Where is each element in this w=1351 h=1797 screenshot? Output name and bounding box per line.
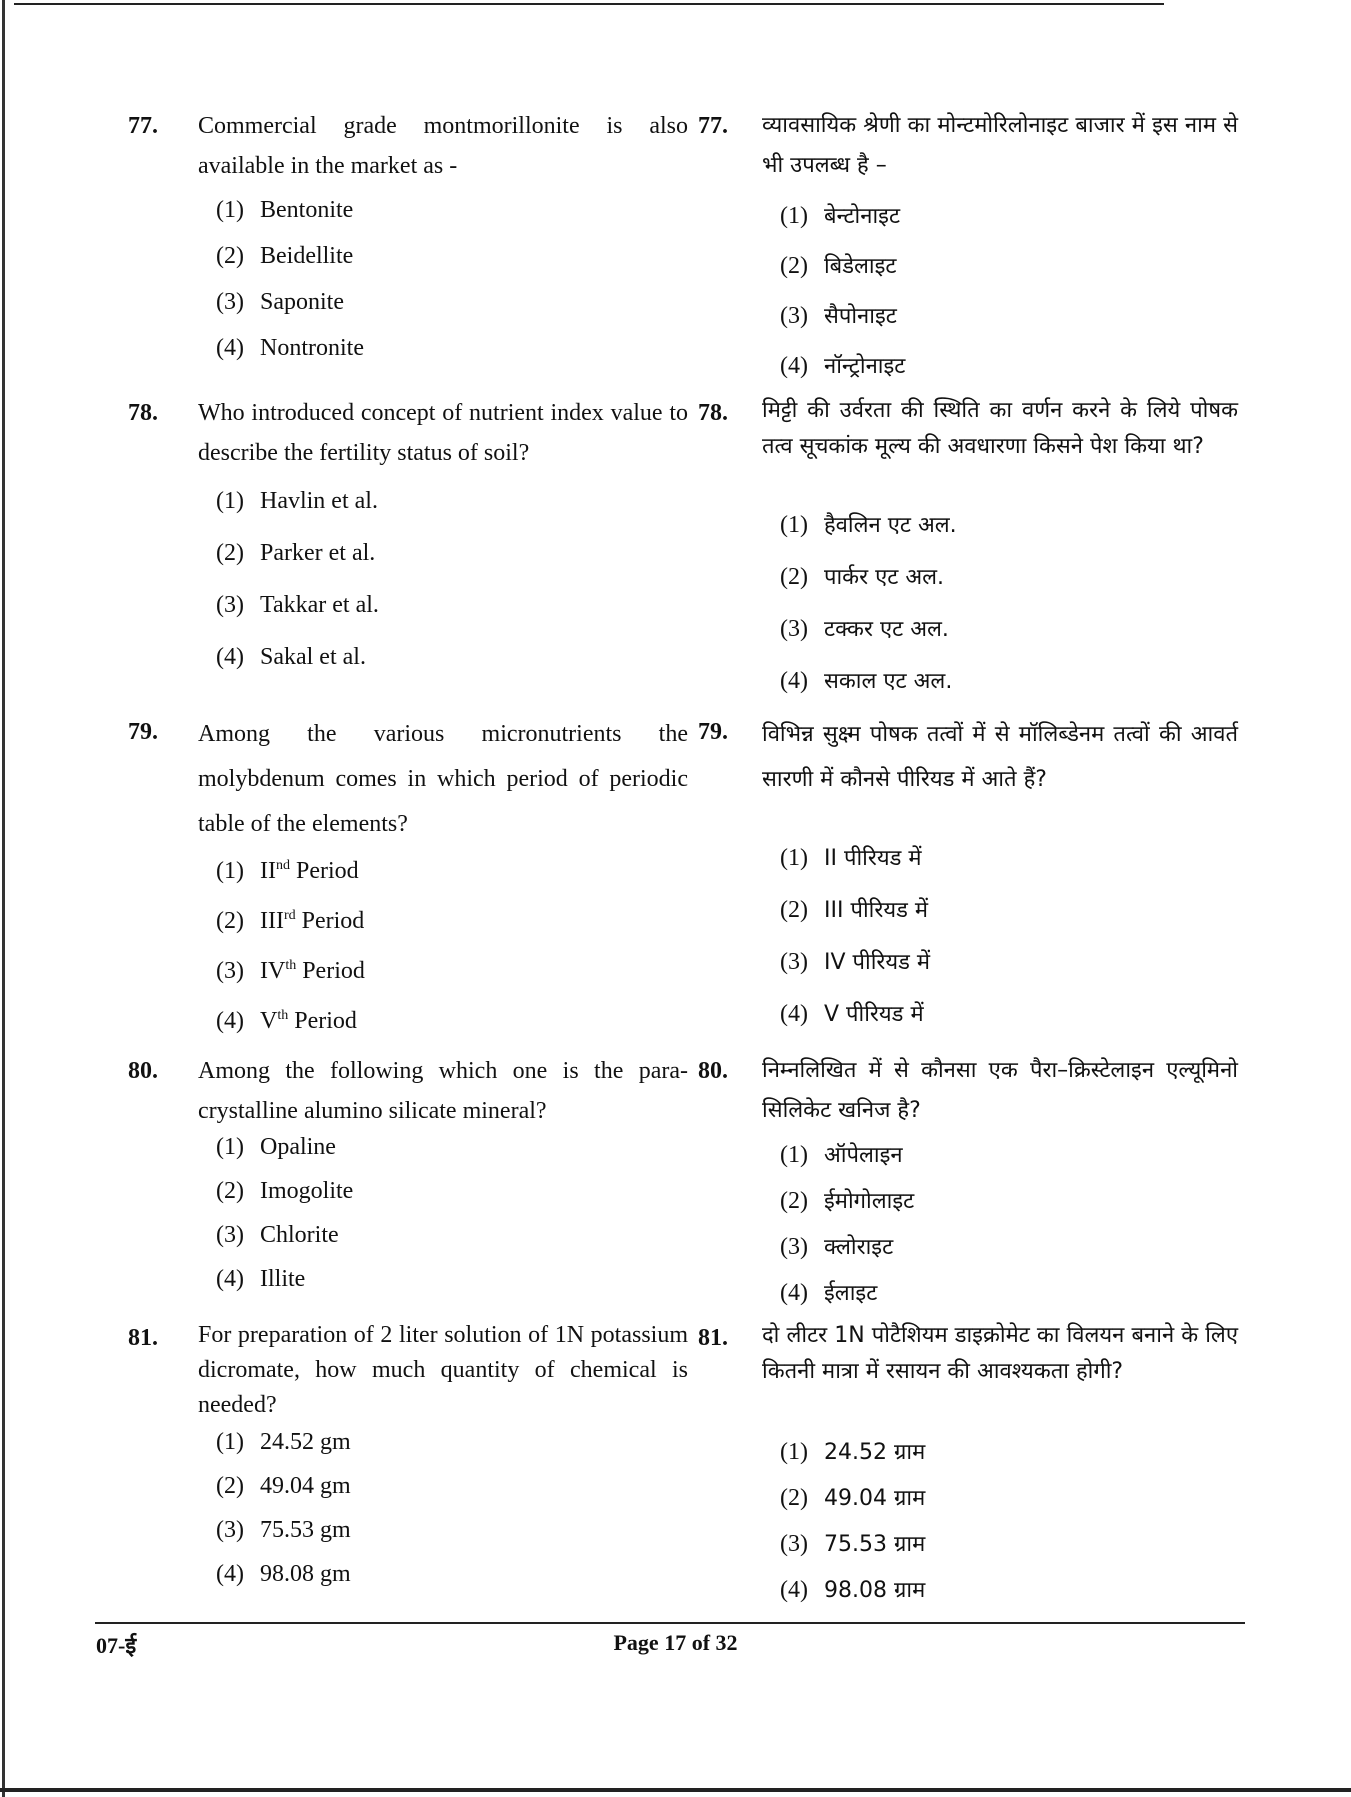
question-number: 78. — [698, 400, 728, 426]
option-4: (4) Nontronite — [216, 335, 364, 361]
footer-rule — [95, 1622, 1245, 1624]
option-4: (4) Sakal et al. — [216, 644, 366, 670]
question-number: 81. — [698, 1325, 728, 1351]
option-2: (2) पार्कर एट अल. — [780, 564, 945, 590]
option-3: (3) 75.53 gm — [216, 1517, 351, 1543]
question-text: मिट्टी की उर्वरता की स्थिति का वर्णन करने के लिये पोषक तत्व सूचकांक मूल्य की अवधारणा किसने पेश किया था? — [762, 398, 1238, 459]
option-3: (3) सैपोनाइट — [780, 303, 897, 329]
option-2: (2) 49.04 gm — [216, 1473, 351, 1499]
question-80-en — [128, 1051, 688, 1292]
option-4: (4) Illite — [216, 1266, 306, 1292]
booklet-code: 07-ई — [96, 1633, 137, 1658]
question-text: Among the various micronutrients the molybdenum comes in which period of periodic table of the elements? — [198, 721, 688, 837]
option-1: (1) Havlin et al. — [216, 488, 378, 514]
option-2: (2) Beidellite — [216, 243, 354, 269]
option-4: (4) नॉन्ट्रोनाइट — [780, 353, 906, 379]
option-4: (4) ईलाइट — [780, 1280, 878, 1306]
question-number: 77. — [698, 113, 728, 139]
question-text: Among the following which one is the para-crystalline alumino silicate mineral? — [198, 1058, 688, 1124]
question-number: 80. — [128, 1058, 158, 1084]
option-3: (3) क्लोराइट — [780, 1234, 894, 1260]
question-text: Who introduced concept of nutrient index value to describe the fertility status of soil? — [198, 400, 688, 466]
question-text: व्यावसायिक श्रेणी का मोन्टमोरिलोनाइट बाजार में इस नाम से भी उपलब्ध है – — [762, 113, 1238, 178]
option-2: (2) IIIrd Period — [216, 908, 365, 934]
question-number: 78. — [128, 400, 158, 426]
question-number: 80. — [698, 1058, 728, 1084]
bottom-rule — [0, 1788, 1351, 1792]
option-2: (2) 49.04 ग्राम — [780, 1485, 926, 1511]
question-number: 79. — [128, 719, 158, 745]
scan-edge-line — [2, 0, 5, 1797]
option-3: (3) Takkar et al. — [216, 592, 379, 618]
question-number: 77. — [128, 113, 158, 139]
question-79-en — [128, 712, 688, 1034]
option-4: (4) 98.08 gm — [216, 1561, 351, 1587]
option-1: (1) 24.52 gm — [216, 1429, 351, 1455]
question-text: निम्नलिखित में से कौनसा एक पैरा–क्रिस्टेलाइन एल्यूमिनो सिलिकेट खनिज है? — [762, 1058, 1238, 1123]
option-4: (4) V पीरियड में — [780, 1001, 924, 1027]
option-4: (4) सकाल एट अल. — [780, 668, 953, 694]
option-1: (1) बेन्टोनाइट — [780, 203, 901, 229]
option-1: (1) 24.52 ग्राम — [780, 1439, 926, 1465]
question-text: दो लीटर 1N पोटैशियम डाइक्रोमेट का विलयन बनाने के लिए कितनी मात्रा में रसायन की आवश्यकता होगी? — [762, 1323, 1238, 1384]
option-1: (1) Bentonite — [216, 197, 354, 223]
question-77-en — [128, 106, 688, 361]
question-78-en — [128, 393, 688, 670]
option-3: (3) 75.53 ग्राम — [780, 1531, 926, 1557]
option-1: (1) II पीरियड में — [780, 845, 922, 871]
question-text: Commercial grade montmorillonite is also available in the market as - — [198, 113, 688, 179]
option-2: (2) ईमोगोलाइट — [780, 1188, 915, 1214]
question-81-hi — [698, 1318, 1238, 1603]
question-number: 81. — [128, 1325, 158, 1351]
question-text: विभिन्न सुक्ष्म पोषक तत्वों में से मॉलिब्डेनम तत्वों की आवर्त सारणी में कौनसे पीरियड में आते हैं? — [762, 722, 1238, 792]
option-3: (3) IVth Period — [216, 958, 365, 984]
option-3: (3) Saponite — [216, 289, 344, 315]
question-80-hi — [698, 1051, 1238, 1306]
question-79-hi — [698, 712, 1238, 1027]
question-81-en — [128, 1318, 688, 1587]
option-2: (2) Parker et al. — [216, 540, 376, 566]
option-3: (3) टक्कर एट अल. — [780, 616, 949, 642]
option-2: (2) III पीरियड में — [780, 897, 929, 923]
option-1: (1) IInd Period — [216, 858, 359, 884]
question-number: 79. — [698, 719, 728, 745]
page-number: Page 17 of 32 — [613, 1630, 738, 1655]
option-1: (1) हैवलिन एट अल. — [780, 512, 957, 538]
option-3: (3) Chlorite — [216, 1222, 339, 1248]
option-4: (4) Vth Period — [216, 1008, 357, 1034]
question-78-hi — [698, 393, 1238, 694]
option-3: (3) IV पीरियड में — [780, 949, 931, 975]
option-4: (4) 98.08 ग्राम — [780, 1577, 926, 1603]
option-1: (1) Opaline — [216, 1134, 336, 1160]
option-1: (1) ऑपेलाइन — [780, 1142, 903, 1168]
question-77-hi — [698, 106, 1238, 379]
top-rule — [14, 3, 1164, 5]
question-text: For preparation of 2 liter solution of 1N potassium dicromate, how much quantity of chemical is needed? — [198, 1322, 688, 1418]
option-2: (2) बिडेलाइट — [780, 253, 897, 279]
option-2: (2) Imogolite — [216, 1178, 354, 1204]
